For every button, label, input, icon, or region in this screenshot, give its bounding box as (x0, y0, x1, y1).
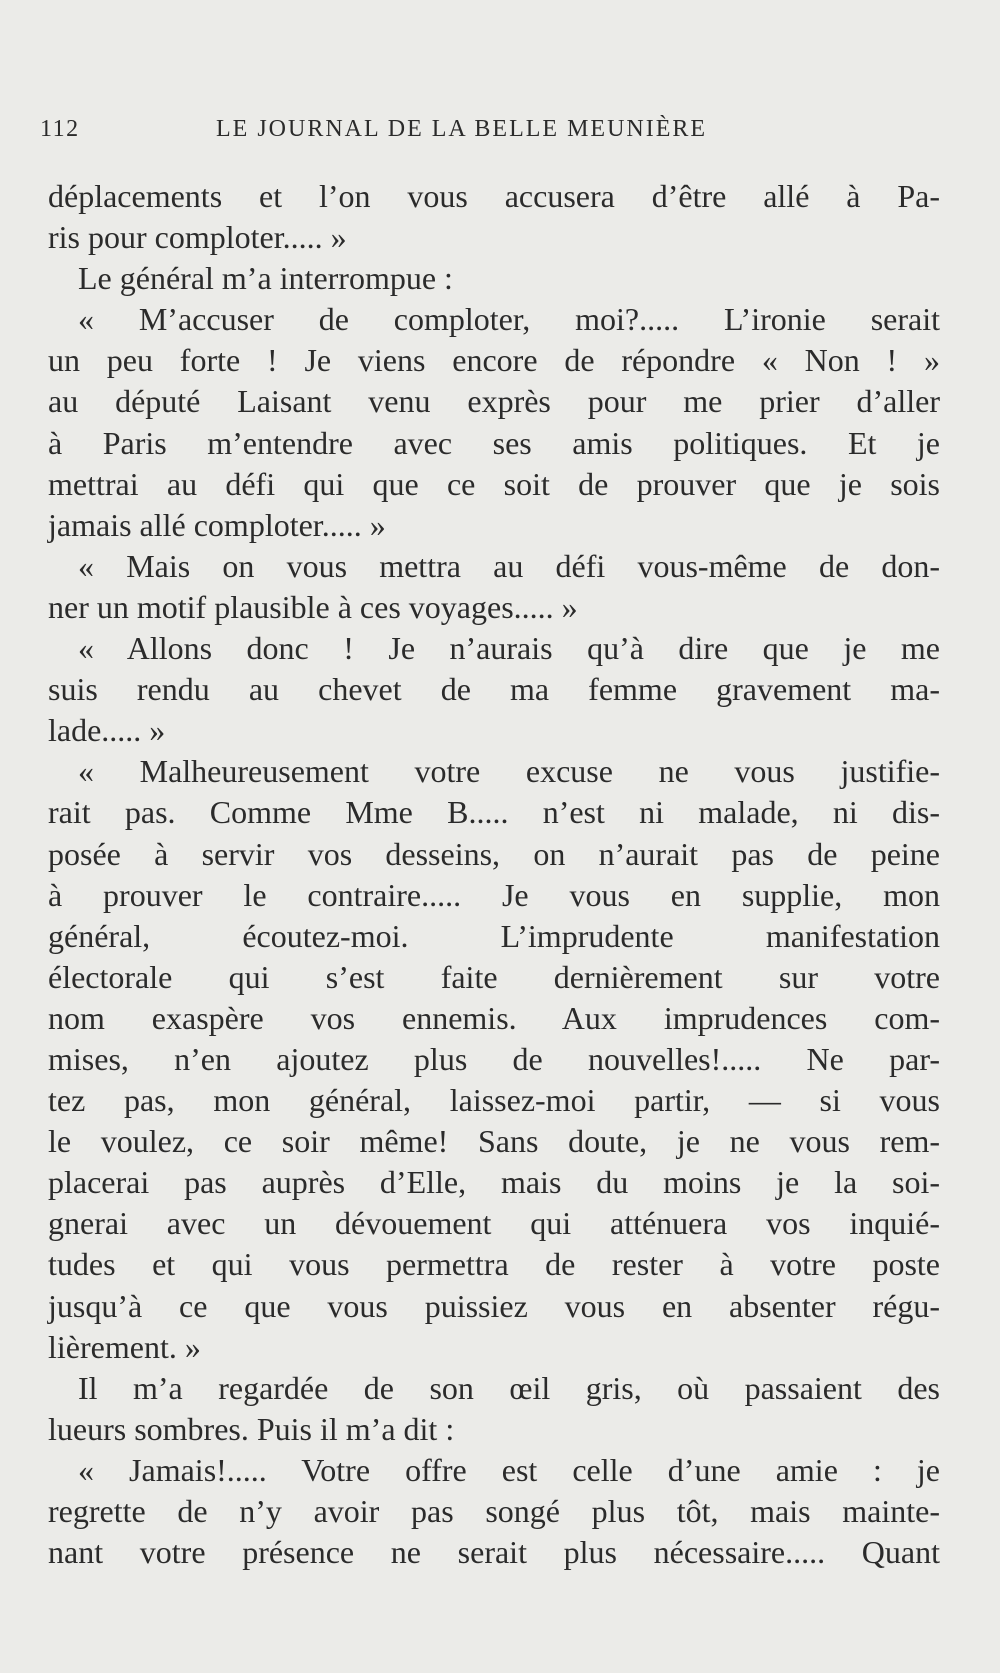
body-text (48, 176, 940, 1573)
text-line: lade..... » (48, 712, 166, 749)
text-line: nom exaspère vos ennemis. Aux imprudences com- (48, 999, 940, 1036)
text-line: posée à servir vos desseins, on n’aurait pas de peine (48, 835, 940, 872)
text-line: nant votre présence ne serait plus nécessaire..... Quant (48, 1534, 940, 1571)
text-line: électorale qui s’est faite dernièrement sur votre (48, 958, 940, 995)
text-line: général, écoutez-moi. L’imprudente manifestation (48, 917, 940, 954)
text-line: ris pour comploter..... » (48, 219, 347, 256)
text-line: mettrai au défi qui que ce soit de prouver que je sois (48, 465, 940, 502)
text-line: « Mais on vous mettra au défi vous-même de don- (78, 547, 940, 584)
text-line: regrette de n’y avoir pas songé plus tôt, mais mainte- (48, 1493, 940, 1529)
text-line: tudes et qui vous permettra de rester à votre poste (48, 1246, 940, 1283)
text-line: déplacements et l’on vous accusera d’être allé à Pa- (48, 178, 940, 214)
text-line: « Malheureusement votre excuse ne vous justifie- (78, 753, 940, 790)
text-line: ner un motif plausible à ces voyages..... » (48, 588, 578, 625)
text-line: rait pas. Comme Mme B..... n’est ni malade, ni dis- (48, 794, 940, 831)
text-line: jusqu’à ce que vous puissiez vous en absenter régu- (48, 1287, 940, 1324)
text-line: suis rendu au chevet de ma femme gravement ma- (48, 671, 940, 708)
text-line: lièrement. » (48, 1328, 201, 1365)
text-line: tez pas, mon général, laissez-moi partir, — si vous (48, 1082, 940, 1119)
page-header (40, 116, 740, 156)
text-line: mises, n’en ajoutez plus de nouvelles!..... Ne par- (48, 1040, 940, 1077)
text-line: à prouver le contraire..... Je vous en supplie, mon (48, 876, 940, 913)
text-line: au député Laisant venu exprès pour me prier d’aller (48, 383, 940, 420)
text-line: placerai pas auprès d’Elle, mais du moins je la soi- (48, 1164, 940, 1201)
text-line: gnerai avec un dévouement qui atténuera vos inquié- (48, 1205, 940, 1242)
text-line: lueurs sombres. Puis il m’a dit : (48, 1410, 455, 1447)
text-line: Il m’a regardée de son œil gris, où passaient des (78, 1369, 940, 1406)
page-number: 112 (40, 116, 80, 142)
text-line: le voulez, ce soir même! Sans doute, je ne vous rem- (48, 1123, 940, 1160)
text-line: à Paris m’entendre avec ses amis politiques. Et je (48, 424, 940, 461)
running-title: LE JOURNAL DE LA BELLE MEUNIÈRE (216, 116, 708, 142)
text-line: « M’accuser de comploter, moi?..... L’ironie serait (78, 301, 940, 338)
text-line: jamais allé comploter..... » (48, 506, 386, 543)
text-line: « Allons donc ! Je n’aurais qu’à dire que je me (78, 630, 940, 667)
text-line: un peu forte ! Je viens encore de répondre « Non ! » (48, 342, 940, 379)
text-line: « Jamais!..... Votre offre est celle d’une amie : je (78, 1451, 940, 1488)
text-line: Le général m’a interrompue : (78, 260, 453, 297)
